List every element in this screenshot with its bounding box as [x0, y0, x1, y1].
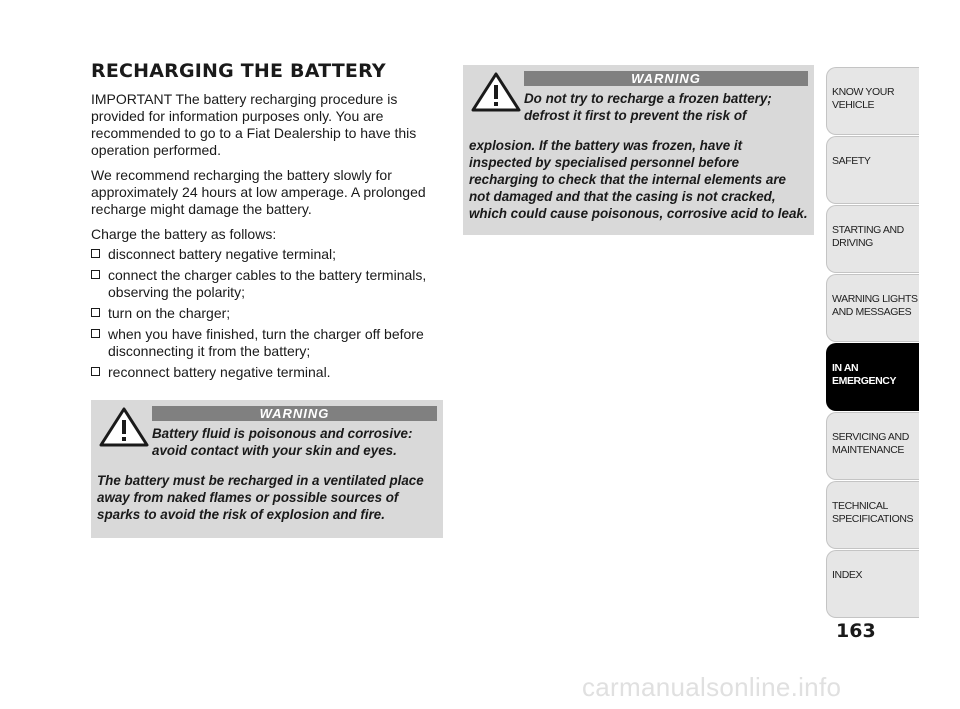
tab-index[interactable]: INDEX: [826, 550, 919, 618]
list-item: [91, 305, 443, 322]
list-item-text: turn on the charger;: [108, 305, 231, 321]
list-item-text: reconnect battery negative terminal.: [108, 364, 331, 380]
chapter-tabs: [826, 67, 919, 619]
checkbox-bullet-icon: [91, 367, 100, 376]
list-item: [91, 364, 443, 381]
tab-technical-specifications[interactable]: TECHNICAL SPECIFICATIONS: [826, 481, 919, 549]
list-item: [91, 267, 443, 301]
checkbox-bullet-icon: [91, 308, 100, 317]
page-number: 163: [836, 620, 876, 642]
warning-first-line: Battery fluid is poisonous and corrosive: avoid contact with your skin and eyes.: [152, 426, 413, 458]
warning-text: The battery must be recharged in a ventilated place away from naked flames or possible sources of sparks to avoid the risk of explosion and fire.: [97, 473, 424, 523]
tab-warning-lights-and-messages[interactable]: WARNING LIGHTS AND MESSAGES: [826, 274, 919, 342]
recommendation-paragraph: We recommend recharging the battery slowly for approximately 24 hours at low amperage. A prolonged recharge might damage the battery.: [91, 167, 426, 217]
warning-label: WARNING: [524, 71, 808, 86]
list-item-text: connect the charger cables to the battery terminals, observing the polarity;: [108, 267, 427, 300]
warning-box-battery-fluid: [91, 400, 443, 538]
warning-first-line: Do not try to recharge a frozen battery; defrost it first to prevent the risk of: [524, 91, 772, 123]
checkbox-bullet-icon: [91, 270, 100, 279]
list-item-text: when you have finished, turn the charger off before disconnecting it from the battery;: [108, 326, 424, 359]
steps-intro: Charge the battery as follows:: [91, 226, 277, 242]
list-item: [91, 246, 443, 263]
section-title: RECHARGING THE BATTERY: [91, 60, 386, 82]
warning-box-frozen-battery: [463, 65, 814, 235]
warning-label: WARNING: [152, 406, 437, 421]
tab-in-an-emergency[interactable]: IN AN EMERGENCY: [826, 343, 919, 411]
tab-know-your-vehicle[interactable]: KNOW YOUR VEHICLE: [826, 67, 919, 135]
intro-paragraph: IMPORTANT The battery recharging procedure is provided for information purposes only. You are recommended to go to a Fiat Dealership to have this operation performed.: [91, 91, 417, 158]
list-item: [91, 326, 443, 360]
tab-starting-and-driving[interactable]: STARTING AND DRIVING: [826, 205, 919, 273]
watermark: carmanualsonline.info: [582, 672, 842, 702]
warning-triangle-icon: [470, 71, 522, 113]
tab-safety[interactable]: SAFETY: [826, 136, 919, 204]
checkbox-bullet-icon: [91, 249, 100, 258]
tab-servicing-and-maintenance[interactable]: SERVICING AND MAINTENANCE: [826, 412, 919, 480]
main-column: [91, 60, 443, 385]
steps-list: [91, 246, 443, 381]
checkbox-bullet-icon: [91, 329, 100, 338]
warning-text: explosion. If the battery was frozen, have it inspected by specialised personnel before recharging to check that the internal elements are not damaged and that the casing is not cracked, which could cause poisonous, corrosive acid to leak.: [469, 138, 808, 222]
list-item-text: disconnect battery negative terminal;: [108, 246, 337, 262]
warning-triangle-icon: [98, 406, 150, 448]
